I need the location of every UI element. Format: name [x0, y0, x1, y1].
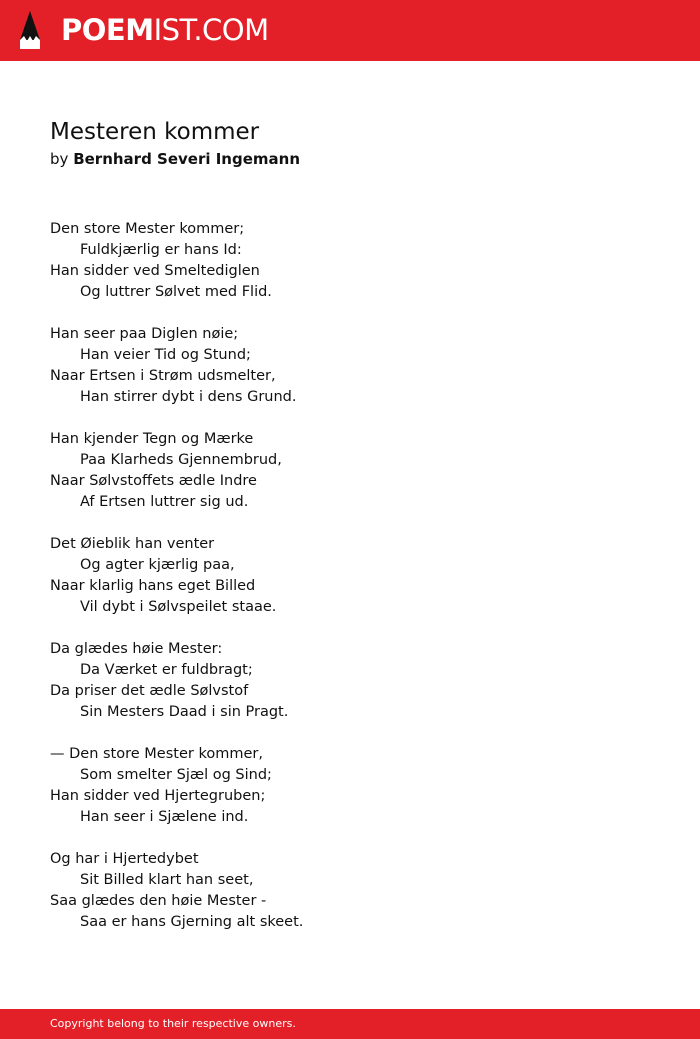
poem-line: Og agter kjærlig paa, — [80, 557, 235, 573]
stanza-4 — [50, 534, 650, 618]
poem-line: Da glædes høie Mester: — [50, 641, 223, 657]
poem-line: Han sidder ved Hjertegruben; — [50, 788, 266, 804]
poem-line: Den store Mester kommer; — [50, 221, 245, 237]
pencil-tip-icon — [18, 10, 42, 50]
logo-bold-text: POEM — [61, 13, 154, 47]
poem-line: Saa glædes den høie Mester - — [50, 893, 267, 909]
stanza-1 — [50, 219, 650, 303]
poem-line: Naar klarlig hans eget Billed — [50, 578, 256, 594]
poem-line: Han stirrer dybt i dens Grund. — [80, 389, 297, 405]
site-logo[interactable] — [61, 12, 269, 48]
copyright-text: Copyright belong to their respective owners. — [50, 1017, 296, 1030]
stanza-5 — [50, 639, 650, 723]
stanza-3 — [50, 429, 650, 513]
poem-line: Og har i Hjertedybet — [50, 851, 199, 867]
poem-line: Fuldkjærlig er hans Id: — [80, 242, 242, 258]
author-name: Bernhard Severi Ingemann — [73, 150, 300, 168]
poem-line: Naar Ertsen i Strøm udsmelter, — [50, 368, 276, 384]
poem-line: Han kjender Tegn og Mærke — [50, 431, 254, 447]
poem-title: Mesteren kommer — [50, 119, 260, 145]
poem-line: Sit Billed klart han seet, — [80, 872, 254, 888]
poem-line: Vil dybt i Sølvspeilet staae. — [80, 599, 277, 615]
poem-line: Det Øieblik han venter — [50, 536, 215, 552]
poem-line: Han veier Tid og Stund; — [80, 347, 251, 363]
poem-line: Naar Sølvstoffets ædle Indre — [50, 473, 257, 489]
site-footer — [0, 1009, 700, 1039]
stanza-7 — [50, 849, 650, 933]
by-label: by — [50, 150, 69, 168]
poem-line: Da Værket er fuldbragt; — [80, 662, 253, 678]
poem-line: — Den store Mester kommer, — [50, 746, 263, 762]
logo-light-text: IST.COM — [153, 13, 269, 47]
stanza-6 — [50, 744, 650, 828]
poem-body — [50, 219, 650, 954]
site-header — [0, 0, 700, 61]
poem-line: Af Ertsen luttrer sig ud. — [80, 494, 249, 510]
poem-line: Han seer i Sjælene ind. — [80, 809, 249, 825]
poem-line: Som smelter Sjæl og Sind; — [80, 767, 272, 783]
byline — [50, 149, 300, 169]
poem-line: Paa Klarheds Gjennembrud, — [80, 452, 282, 468]
poem-line: Saa er hans Gjerning alt skeet. — [80, 914, 304, 930]
poem-line: Han sidder ved Smeltediglen — [50, 263, 260, 279]
poem-line: Og luttrer Sølvet med Flid. — [80, 284, 272, 300]
poem-line: Han seer paa Diglen nøie; — [50, 326, 239, 342]
poem-line: Sin Mesters Daad i sin Pragt. — [80, 704, 289, 720]
stanza-2 — [50, 324, 650, 408]
poem-line: Da priser det ædle Sølvstof — [50, 683, 249, 699]
